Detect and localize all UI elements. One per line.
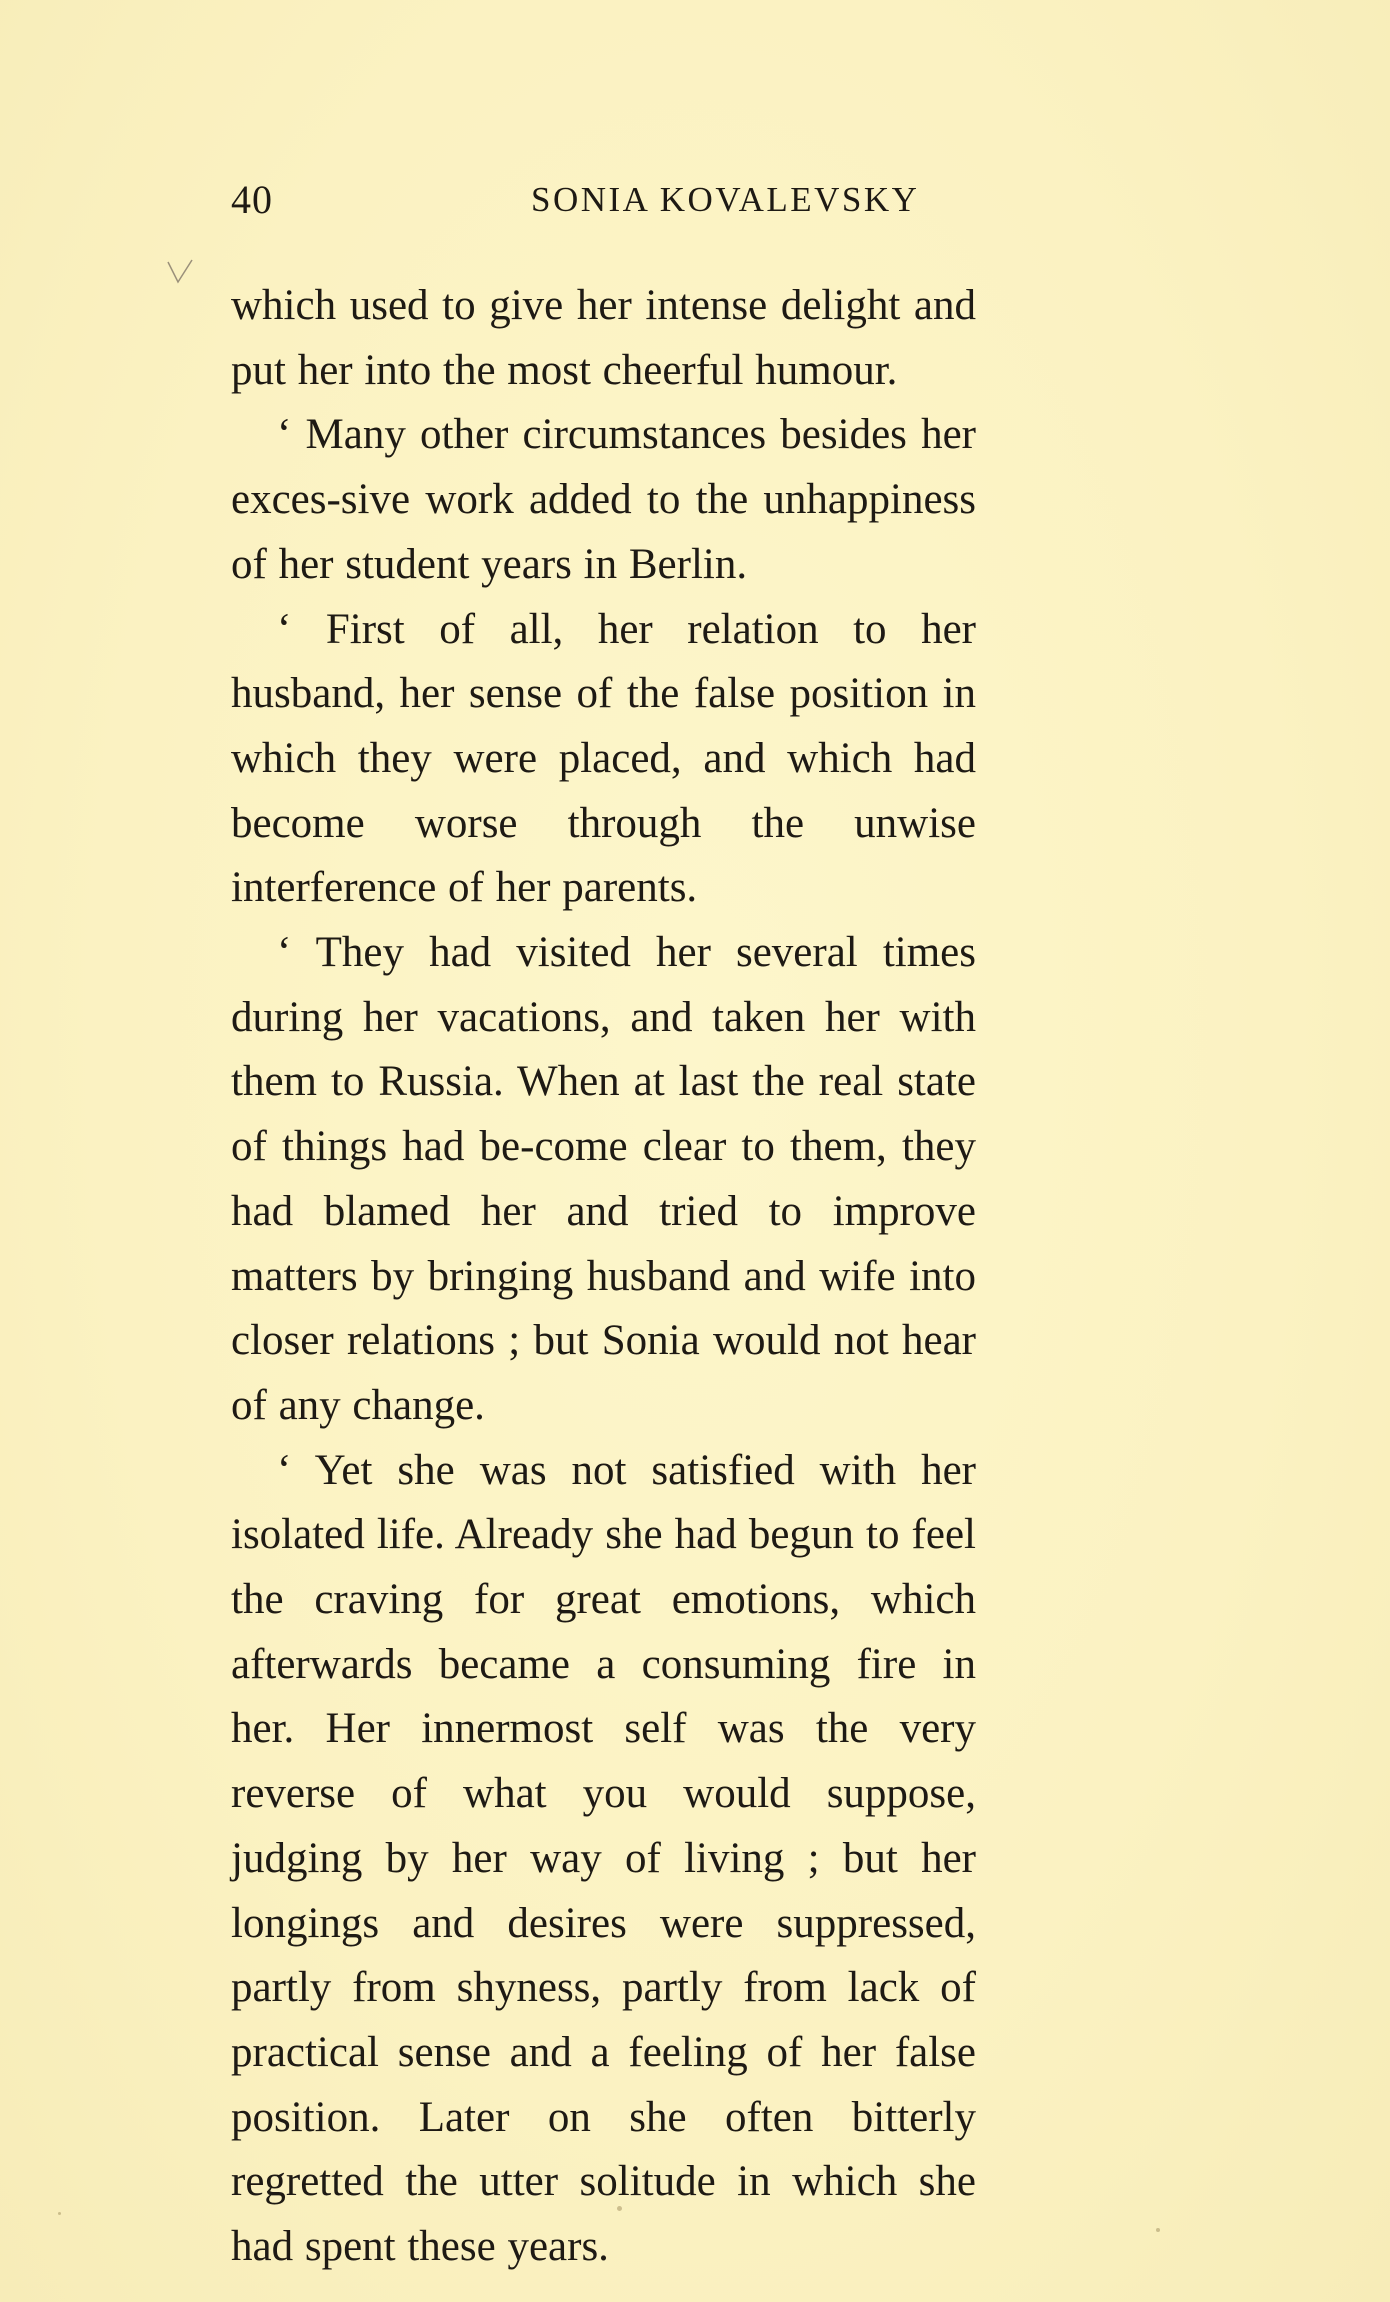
paragraph: ‘ Many other circumstances besides her exces-sive work added to the unhappiness of her student years in Berlin. [231,411,976,588]
paragraph: ‘ First of all, her relation to her husband, her sense of the false position in which they were placed, and which had become worse through the unwise interference of her parents. [231,605,976,912]
paper-speck [617,2206,622,2211]
pencil-check-mark-icon [166,258,196,288]
page-number: 40 [231,177,273,222]
running-title: SONIA KOVALEVSKY [531,180,920,219]
paper-speck [58,2212,61,2215]
paragraph: ‘ They had visited her several times during her vacations, and taken her with them to Russia. When at last the real state of things had be-come clear to them, they had blamed her and tried to improve matters by bringing husband and wife into closer relations ; but Sonia would not hear of any change. [231,929,976,1429]
running-head [231,176,976,236]
body-text [231,274,976,2280]
paragraph: ‘ Yet she was not satisfied with her isolated life. Already she had begun to feel the craving for great emotions, which afterwards became a consuming fire in her. Her innermost self was the very reverse of what you would suppose, judging by her way of living ; but her longings and desires were suppressed, partly from shyness, partly from lack of practical sense and a feeling of her false position. Later on she often bitterly regretted the utter solitude in which she had spent these years. [231,1446,976,2271]
paper-speck [1156,2228,1160,2232]
paragraph-continued: which used to give her intense delight and put her into the most cheerful humour. [231,282,976,394]
